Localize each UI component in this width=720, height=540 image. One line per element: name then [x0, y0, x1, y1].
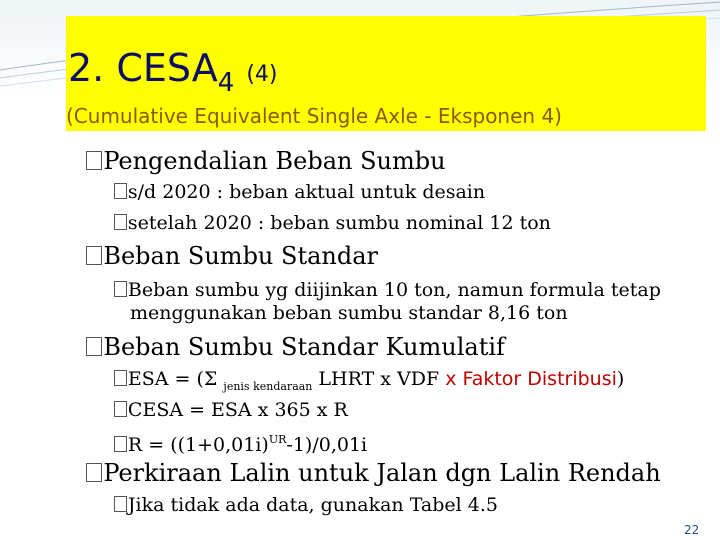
bullet-diijinkan-continuation — [130, 302, 568, 325]
bullet-text: Beban sumbu yg diijinkan 10 ton, namun formula tetap — [127, 279, 661, 301]
square-bullet-icon — [86, 463, 102, 483]
slide-title — [68, 44, 278, 107]
formula-part: R = ((1+0,01i) — [127, 434, 269, 456]
square-bullet-icon — [114, 496, 127, 512]
bullet-text: Pengendalian Beban Sumbu — [103, 147, 446, 175]
square-bullet-icon — [114, 214, 127, 230]
formula-subscript: jenis kendaraan — [223, 380, 313, 393]
square-bullet-icon — [86, 246, 102, 266]
bullet-text: Beban Sumbu Standar — [103, 242, 379, 270]
bullet-text: Beban Sumbu Standar Kumulatif — [103, 333, 505, 361]
page-number: 22 — [684, 523, 700, 537]
title-parenthetical: (4) — [246, 62, 278, 87]
bullet-text: Jika tidak ada data, gunakan Tabel 4.5 — [127, 494, 498, 516]
bullet-cesa-formula — [114, 399, 348, 422]
formula-superscript: UR — [268, 433, 287, 446]
bullet-jika-tidak — [114, 494, 498, 517]
bullet-esa-formula — [114, 368, 624, 398]
slide-subtitle: (Cumulative Equivalent Single Axle - Eksponen 4) — [66, 104, 562, 128]
bullet-perkiraan-lalin — [86, 459, 661, 487]
square-bullet-icon — [86, 337, 102, 357]
square-bullet-icon — [114, 370, 127, 386]
bullet-text: Perkiraan Lalin untuk Jalan dgn Lalin Rendah — [103, 459, 661, 487]
title-subscript: 4 — [217, 68, 235, 98]
bullet-r-formula — [114, 428, 367, 457]
bullet-setelah-2020 — [114, 212, 551, 235]
bullet-text: CESA = ESA x 365 x R — [127, 399, 348, 421]
bullet-text: setelah 2020 : beban sumbu nominal 12 ton — [127, 212, 551, 234]
square-bullet-icon — [114, 436, 127, 452]
bullet-diijinkan — [114, 279, 661, 302]
bullet-text: s/d 2020 : beban aktual untuk desain — [127, 181, 486, 203]
title-main: 2. CESA — [68, 46, 218, 90]
square-bullet-icon — [114, 281, 127, 297]
bullet-pengendalian — [86, 147, 446, 175]
formula-highlight: x Faktor Distribusi — [445, 368, 617, 390]
bullet-sd-2020 — [114, 181, 485, 204]
bullet-text: menggunakan beban sumbu standar 8,16 ton — [130, 302, 568, 324]
formula-part: LHRT x VDF — [312, 368, 446, 390]
formula-part: ESA = (Σ — [127, 368, 224, 390]
square-bullet-icon — [86, 151, 102, 171]
bullet-beban-kumulatif — [86, 333, 505, 361]
formula-part: -1)/0,01i — [286, 434, 368, 456]
square-bullet-icon — [114, 183, 127, 199]
bullet-beban-standar — [86, 242, 378, 270]
square-bullet-icon — [114, 401, 127, 417]
formula-part: ) — [616, 368, 625, 390]
